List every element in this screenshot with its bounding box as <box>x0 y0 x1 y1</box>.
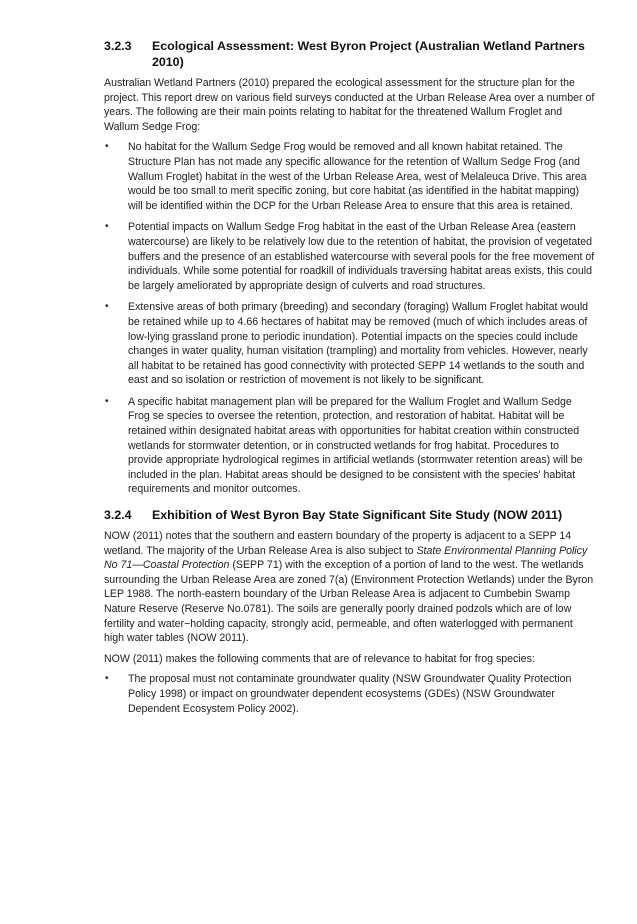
paragraph-text: NOW (2011) notes that the southern and eastern boundary of the property is adjacent to a SEPP 14 wetland. The majority of the Urban Release Area is also subject to <box>104 530 572 557</box>
list-item-text: No habitat for the Wallum Sedge Frog would be removed and all known habitat retained. The Structure Plan has not made any specific allowance for the retention of Wallum Sedge Frog (and Wallum Froglet) habitat in the west of the Urban Release Area, west of Melaleuca Drive. This area would be too small to merit specific zoning, but core habitat (as identified in the habitat mapping) will be identified within the DCP for the Urban Release Area to ensure that this area is retained. <box>128 141 587 212</box>
list-item-text: Extensive areas of both primary (breeding) and secondary (foraging) Wallum Froglet habitat would be retained while up to 4.66 hectares of habitat may be removed (much of which includes areas of low-lying grassland prone to periodic inundation). Potential impacts on the species could include changes in water quality, human visitation (trampling) and mortality from vehicles. However, nearly all habitat to be retained has good connectivity with protected SEPP 14 wetlands to the south and east and so isolation or restriction of movement is not likely to be significant. <box>128 301 589 387</box>
list-item <box>104 140 595 213</box>
section-number: 3.2.3 <box>104 39 132 53</box>
body-paragraph <box>104 529 595 646</box>
section-number: 3.2.4 <box>104 508 132 523</box>
bullet-icon: • <box>105 673 109 685</box>
list-item <box>104 672 595 716</box>
section-title: Exhibition of West Byron Bay State Significant Site Study (NOW 2011) <box>152 508 563 523</box>
bullet-icon: • <box>105 395 109 407</box>
bullet-icon: • <box>105 221 109 233</box>
body-paragraph: NOW (2011) makes the following comments that are of relevance to habitat for frog species: <box>104 652 535 665</box>
bullet-icon: • <box>105 301 109 313</box>
list-item-text: A specific habitat management plan will be prepared for the Wallum Froglet and Wallum Sedge Frog se species to oversee the retention, protection, and restoration of habitat. Habitat will be retained within designated habitat areas with opportunities for habitat creation within constructed wetlands for stormwater detention, or in constructed wetlands for frog habitat. Procedures to provide appropriate hydrological regimes in artificial wetlands (stormwater retention areas) will be included in the plan. Habitat areas should be designed to be consistent with the species' habitat requirements and monitor outcomes. <box>128 395 583 496</box>
bullet-icon: • <box>105 141 109 153</box>
bullet-list <box>104 672 595 716</box>
bullet-list <box>104 140 595 497</box>
list-item-text: The proposal must not contaminate groundwater quality (NSW Groundwater Quality Protection Policy 1998) or impact on groundwater dependent ecosystems (GDEs) (NSW Groundwater Dependent Ecosystem Policy 2002). <box>128 673 572 715</box>
paragraph-text: (SEPP 71) with the exception of a portion of land to the west. The wetlands surrounding the Urban Release Area are zoned 7(a) (Environment Protection Wetlands) under the Byron LEP 1988. The north-eastern boundary of the Urban Release Area is adjacent to Cumbebin Swamp Nature Reserve (Reserve No.0781). The soils are generally poorly drained podzols which are of low fertility and water−holding capacity, strongly acid, permeable, and often waterlogged with permanent high water tables (NOW 2011). <box>104 559 594 645</box>
list-item <box>104 395 595 497</box>
section-title: Ecological Assessment: West Byron Project (Australian Wetland Partners 2010) <box>152 39 585 69</box>
section-heading <box>104 507 595 523</box>
policy-title: State Environmental Planning Policy No 71—Coastal Protection <box>104 544 588 572</box>
section-heading <box>104 38 595 70</box>
list-item <box>104 300 595 388</box>
list-item <box>104 220 595 293</box>
intro-paragraph: Australian Wetland Partners (2010) prepared the ecological assessment for the structure plan for the project. This report drew on various field surveys conducted at the Urban Release Area over a number of years. The following are their main points relating to habitat for the threatened Wallum Froglet and Wallum Sedge Frog: <box>104 77 595 133</box>
list-item-text: Potential impacts on Wallum Sedge Frog habitat in the east of the Urban Release Area (eastern watercourse) are likely to be relatively low due to the retention of habitat, the provision of vegetated buffers and the presence of an established watercourse with several pools for the free movement of individuals. While some potential for roadkill of individuals traversing habitat areas exists, this could be largely ameliorated by appropriate design of culverts and road structures. <box>128 221 595 292</box>
